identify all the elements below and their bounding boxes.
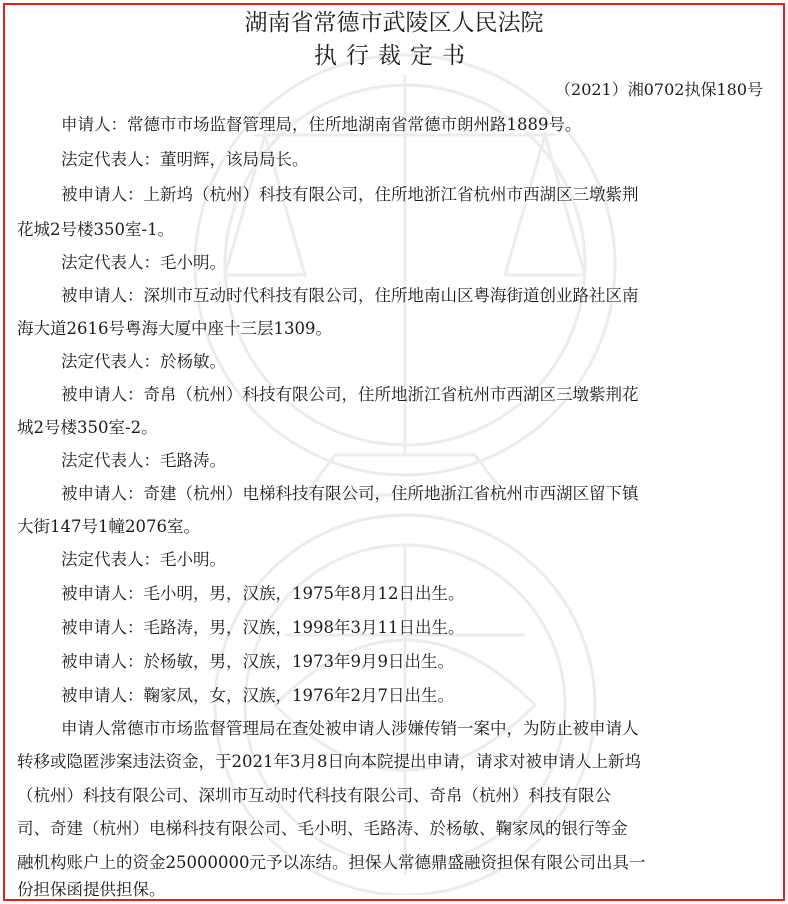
- text-line: 申请人常德市市场监督管理局在查处被申请人涉嫌传销一案中，为防止被申请人: [61, 719, 639, 738]
- text-line: 被申请人：鞠家凤，女，汉族，1976年2月7日出生。: [61, 686, 454, 705]
- text-line: 被申请人：毛小明，男，汉族，1975年8月12日出生。: [61, 584, 465, 603]
- text-line: 花城2号楼350室-1。: [17, 220, 175, 239]
- text-line: 司、奇建（杭州）电梯科技有限公司、毛小明、毛路涛、於杨敏、鞠家凤的银行等金: [17, 819, 628, 838]
- document-frame: [3, 3, 785, 901]
- text-line: 融机构账户上的资金25000000元予以冻结。担保人常德鼎盛融资担保有限公司出具一: [17, 853, 646, 872]
- text-line: （杭州）科技有限公司、深圳市互动时代科技有限公司、奇帛（杭州）科技有限公: [17, 786, 611, 805]
- text-line: 城2号楼350室-2。: [17, 418, 158, 437]
- text-line: 被申请人：上新坞（杭州）科技有限公司，住所地浙江省杭州市西湖区三墩紫荆: [61, 185, 639, 204]
- text-line: 被申请人：於杨敏，男，汉族，1973年9月9日出生。: [61, 652, 454, 671]
- text-line: 被申请人：奇建（杭州）电梯科技有限公司，住所地浙江省杭州市西湖区留下镇: [61, 484, 639, 503]
- text-line: 大街147号1幢2076室。: [17, 517, 200, 536]
- text-line: 被申请人：深圳市互动时代科技有限公司，住所地南山区粤海街道创业路社区南: [61, 286, 639, 305]
- text-line: 法定代表人：毛小明。: [61, 253, 226, 272]
- text-line: 转移或隐匿涉案违法资金，于2021年3月8日向本院提出申请，请求对被申请人上新坞: [17, 752, 641, 771]
- text-line: 份担保函提供担保。: [17, 880, 166, 899]
- court-name: 湖南省常德市武陵区人民法院: [244, 10, 544, 36]
- case-number: （2021）湘0702执保180号: [555, 80, 763, 99]
- text-line: 申请人：常德市市场监督管理局，住所地湖南省常德市朗州路1889号。: [61, 115, 582, 134]
- text-line: 被申请人：奇帛（杭州）科技有限公司，住所地浙江省杭州市西湖区三墩紫荆花: [61, 385, 639, 404]
- text-line: 法定代表人：於杨敏。: [61, 352, 226, 371]
- text-line: 法定代表人：毛路涛。: [61, 451, 226, 470]
- text-line: 被申请人：毛路涛，男，汉族，1998年3月11日出生。: [61, 618, 465, 637]
- text-line: 法定代表人：董明辉，该局局长。: [61, 150, 309, 169]
- text-line: 法定代表人：毛小明。: [61, 550, 226, 569]
- document-type: 执行裁定书: [314, 43, 474, 69]
- text-line: 海大道2616号粤海大厦中座十三层1309。: [17, 319, 332, 338]
